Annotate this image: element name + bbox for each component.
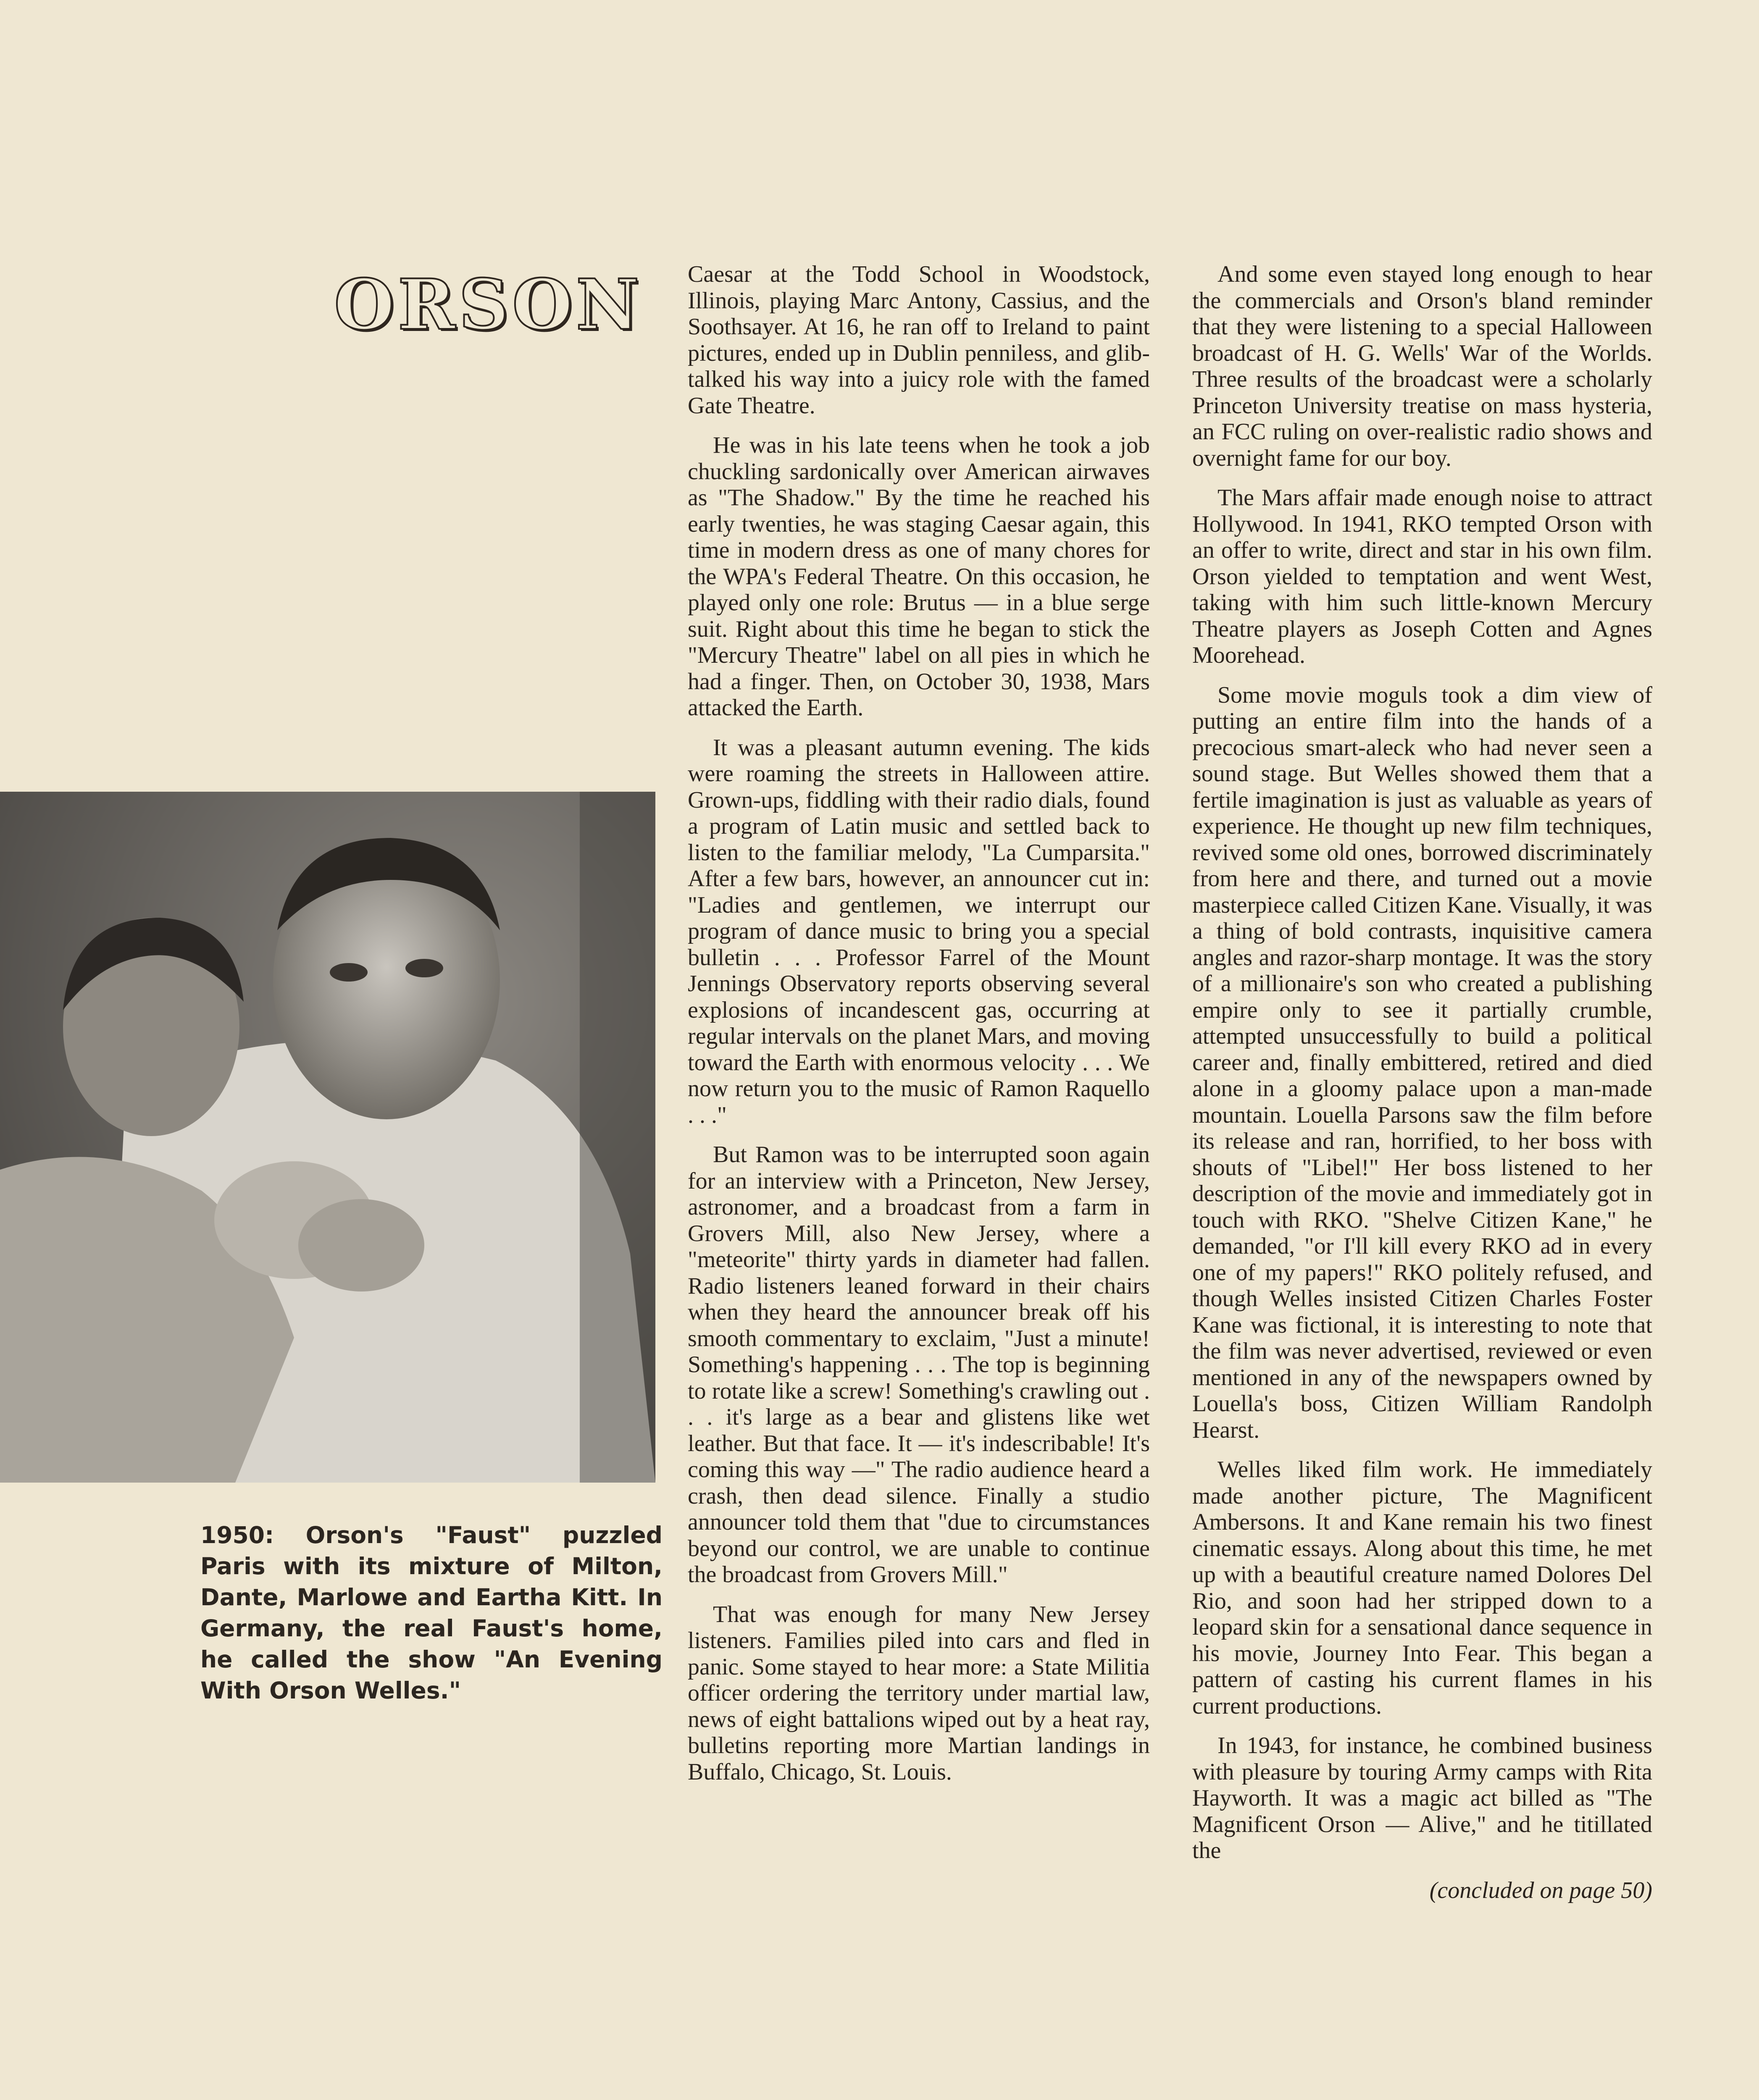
paragraph: In 1943, for instance, he combined business with pleasure by touring Army camps with Rita Hayworth. It was a magic act billed as "The Magnificent Orson — Alive," and he titillated the [1192, 1732, 1652, 1864]
continued-note: (concluded on page 50) [1429, 1877, 1652, 1903]
article-column-2 [1192, 261, 1652, 1917]
article-column-1 [688, 261, 1150, 1798]
photo-caption: 1950: Orson's "Faust" puzzled Paris with its mixture of Milton, Dante, Marlowe and Eartha Kitt. In Germany, the real Faust's home, he called the show "An Evening With Orson Welles." [200, 1522, 663, 1704]
paragraph: Welles liked film work. He immediately made another picture, The Magnificent Ambersons. It and Kane remain his two finest cinematic essays. Along about this time, he met up with a beautiful creature named Dolores Del Rio, and soon had her stripped down to a leopard skin for a sensational dance sequence in his movie, Journey Into Fear. This began a pattern of casting his current flames in his current productions. [1192, 1457, 1652, 1719]
paragraph: And some even stayed long enough to hear the commercials and Orson's bland reminder that they were listening to a special Halloween broadcast of H. G. Wells' War of the Worlds. Three results of the broadcast were a scholarly Princeton University treatise on mass hysteria, an FCC ruling on over-realistic radio shows and overnight fame for our boy. [1192, 261, 1652, 471]
paragraph: Caesar at the Todd School in Woodstock, Illinois, playing Marc Antony, Cassius, and the Soothsayer. At 16, he ran off to Ireland to paint pictures, ended up in Dublin penniless, and glib-talked his way into a juicy role with the famed Gate Theatre. [688, 261, 1150, 419]
paragraph: That was enough for many New Jersey listeners. Families piled into cars and fled in panic. Some stayed to hear more: a State Militia officer ordering the territory under martial law, news of eight battalions wiped out by a heat ray, bulletins reporting more Martian landings in Buffalo, Chicago, St. Louis. [688, 1601, 1150, 1785]
paragraph: He was in his late teens when he took a job chuckling sardonically over American airwaves as "The Shadow." By the time he reached his early twenties, he was staging Caesar again, this time in modern dress as one of many chores for the WPA's Federal Theatre. On this occasion, he played only one role: Brutus — in a blue serge suit. Right about this time he began to stick the "Mercury Theatre" label on all pies in which he had a finger. Then, on October 30, 1938, Mars attacked the Earth. [688, 432, 1150, 721]
paragraph: Some movie moguls took a dim view of putting an entire film into the hands of a precocious smart-aleck who had never seen a sound stage. But Welles showed them that a fertile imagination is just as valuable as years of experience. He thought up new film techniques, revived some old ones, borrowed discriminately from here and there, and turned out a movie masterpiece called Citizen Kane. Visually, it was a thing of bold contrasts, inquisitive camera angles and razor-sharp montage. It was the story of a millionaire's son who created a publishing empire only to see it partially crumble, attempted unsuccessfully to build a political career and, finally embittered, retired and died alone in a gloomy palace upon a man-made mountain. Louella Parsons saw the film before its release and ran, horrified, to her boss with shouts of "Libel!" Her boss listened to her description of the movie and immediately got in touch with RKO. "Shelve Citizen Kane," he demanded, "or I'll kill every RKO ad in every one of my papers!" RKO politely refused, and though Welles insisted Citizen Charles Foster Kane was fictional, it is interesting to note that the film was never advertised, reviewed or even mentioned in any of the newspapers owned by Louella's boss, Citizen William Randolph Hearst. [1192, 682, 1652, 1443]
photo-image [0, 792, 655, 1483]
paragraph: It was a pleasant autumn evening. The kids were roaming the streets in Halloween attire. Grown-ups, fiddling with their radio dials, found a program of Latin music and settled back to listen to the familiar melody, "La Cumparsita." After a few bars, however, an announcer cut in: "Ladies and gentlemen, we interrupt our program of dance music to bring you a special bulletin . . . Professor Farrel of the Mount Jennings Observatory reports observing several explosions of incandescent gas, occurring at regular intervals on the planet Mars, and moving toward the Earth with enormous velocity . . . We now return you to the music of Ramon Raquello . . ." [688, 734, 1150, 1128]
paragraph: But Ramon was to be interrupted soon again for an interview with a Princeton, New Jersey, astronomer, and a broadcast from a farm in Grovers Mill, also New Jersey, where a "meteorite" thirty yards in diameter had fallen. Radio listeners leaned forward in their chairs when they heard the announcer break off his smooth commentary to exclaim, "Just a minute! Something's happening . . . The top is beginning to rotate like a screw! Something's crawling out . . . it's large as a bear and glistens like wet leather. But that face. It — it's indescribable! It's coming this way —" The radio audience heard a crash, then dead silence. Finally a studio announcer told them that "due to circumstances beyond our control, we are unable to continue the broadcast from Grovers Mill." [688, 1142, 1150, 1588]
photo-orson-and-eartha-kitt [0, 792, 655, 1483]
article-title: ORSON [334, 264, 643, 345]
paragraph: The Mars affair made enough noise to attract Hollywood. In 1941, RKO tempted Orson with an offer to write, direct and star in his own film. Orson yielded to temptation and went West, taking with him such little-known Mercury Theatre players as Joseph Cotten and Agnes Moorehead. [1192, 485, 1652, 668]
